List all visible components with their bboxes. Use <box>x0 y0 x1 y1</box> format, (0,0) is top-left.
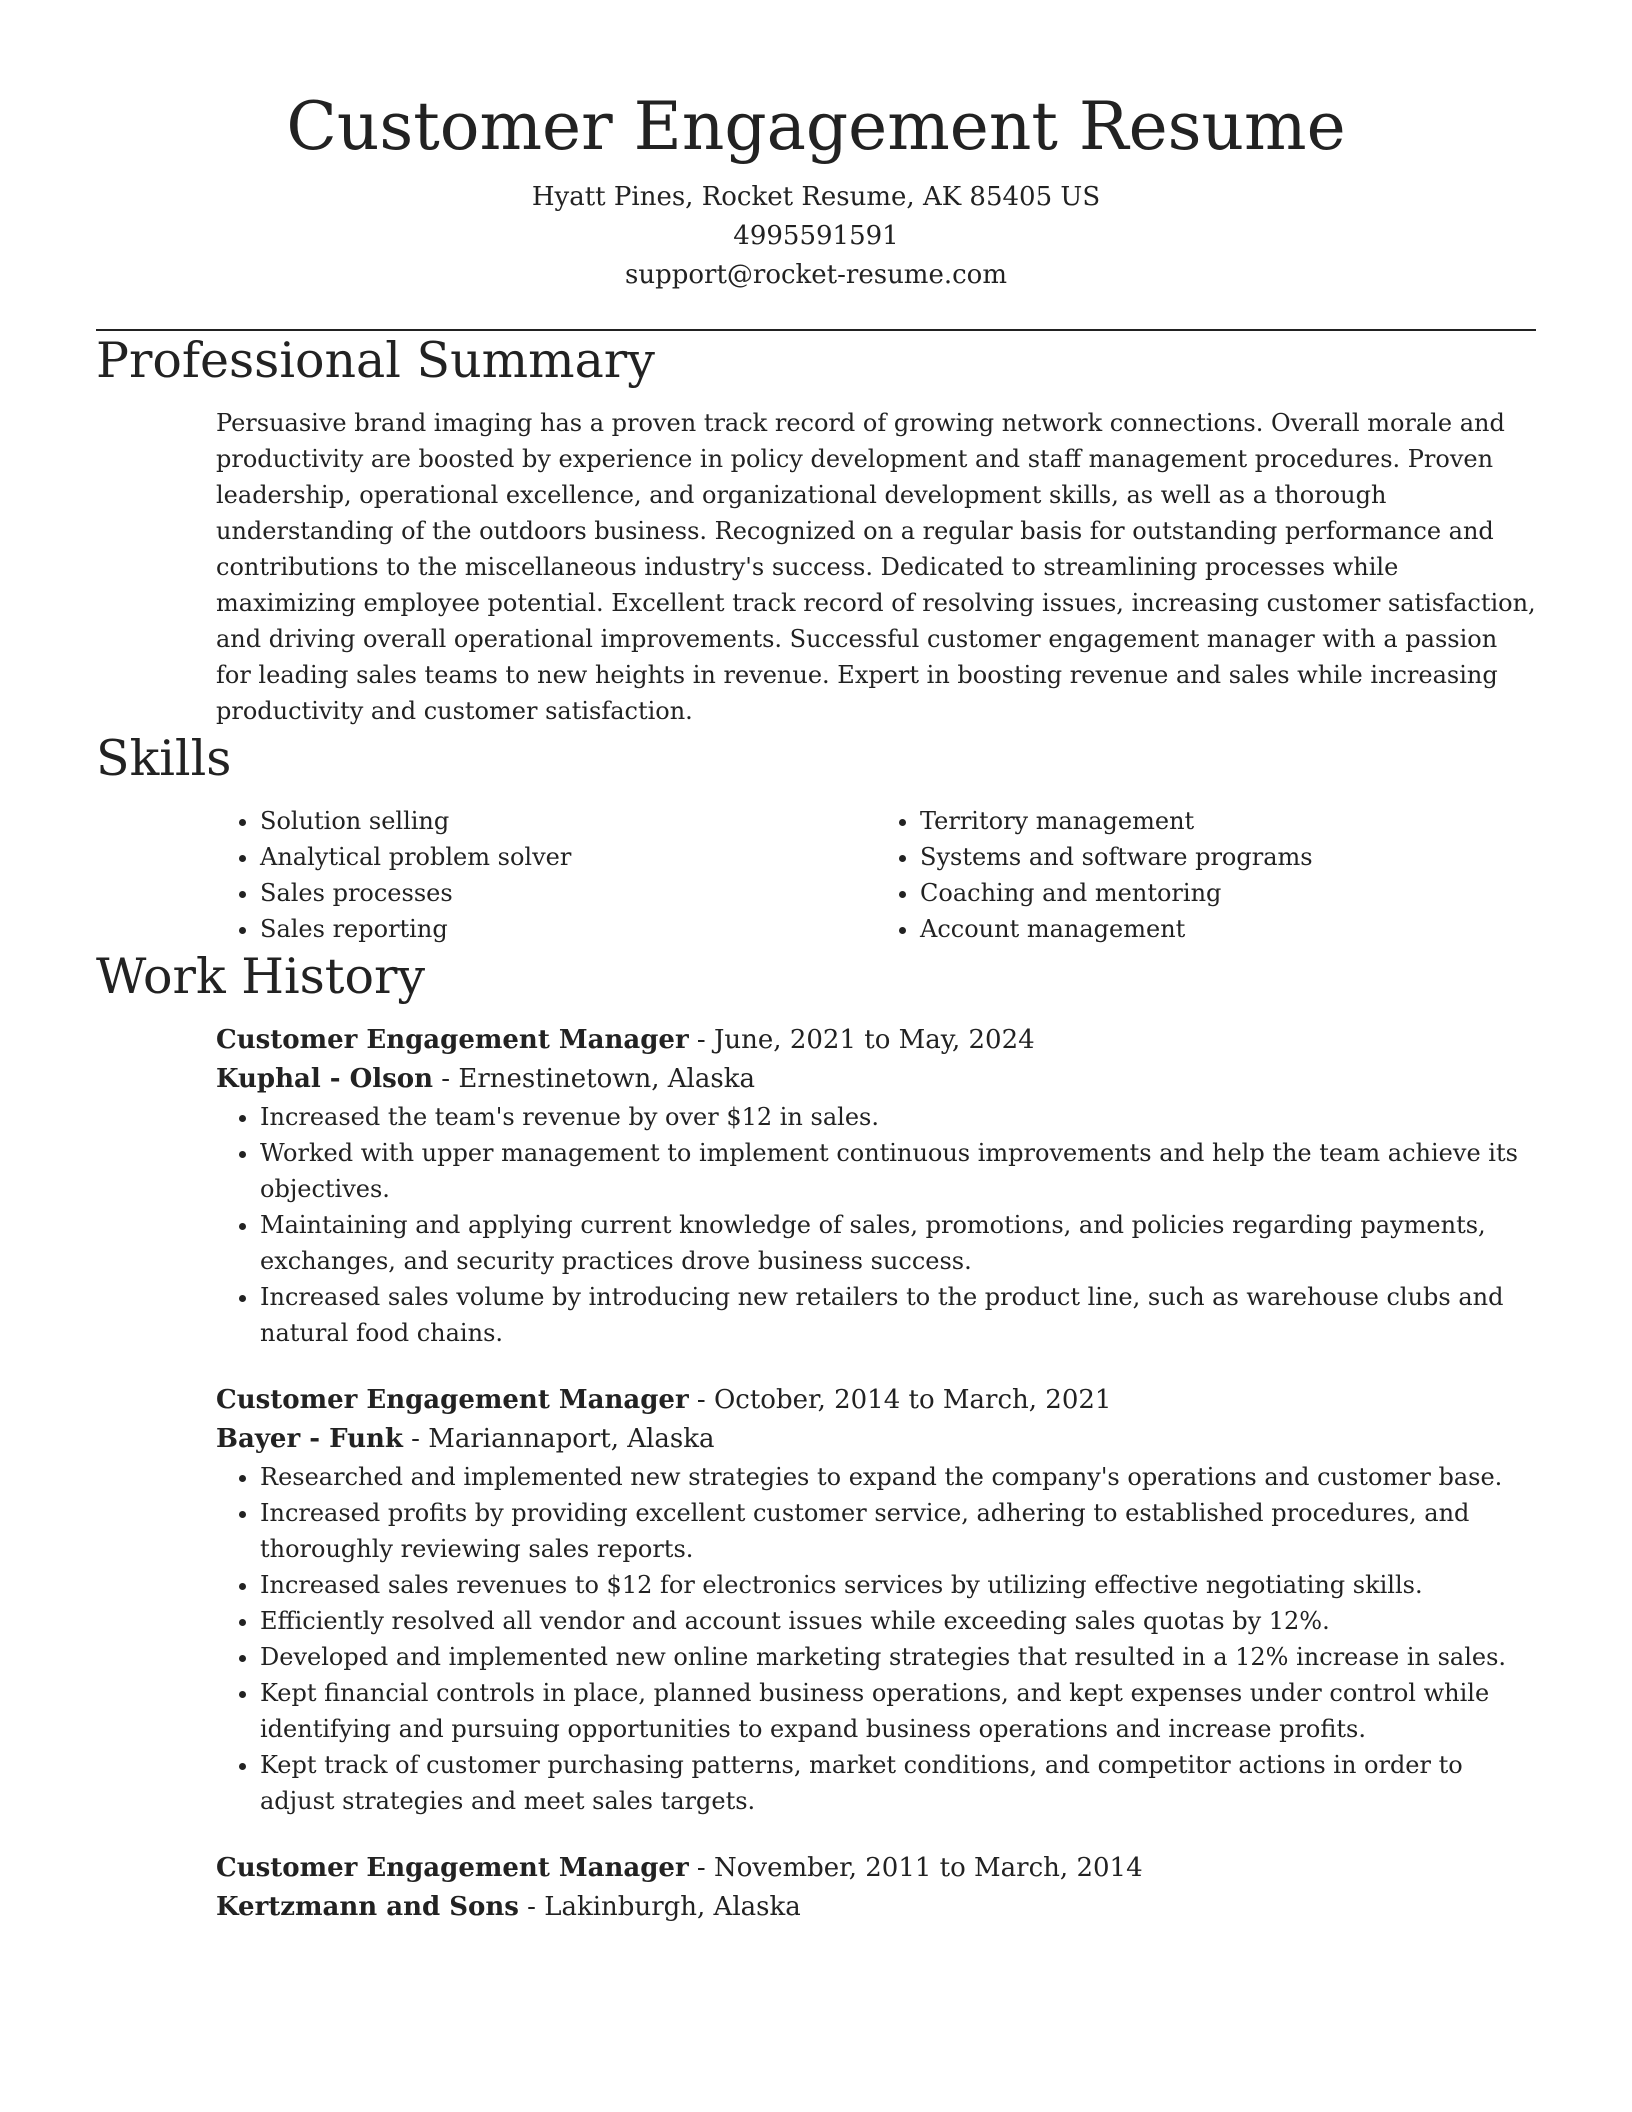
job-dates: - November, 2011 to March, 2014 <box>688 1853 1143 1883</box>
job-entry <box>216 1849 1536 1927</box>
job-bullet: • Kept track of customer purchasing patterns, market conditions, and competitor actions in order to adjust strategies and meet sales targets. <box>260 1747 1536 1819</box>
contact-address: Hyatt Pines, Rocket Resume, AK 85405 US <box>531 182 1101 212</box>
job-position: Customer Engagement Manager <box>216 1025 689 1055</box>
summary-text: Persuasive brand imaging has a proven track record of growing network connections. Overall morale and productivity are boosted by experience in policy development and staff management procedures. Proven leadership, operational excellence, and organizational development skills, as well as a thorough understanding of the outdoors business. Recognized on a regular basis for outstanding performance and contributions to the miscellaneous industry's success. Dedicated to streamlining processes while maximizing employee potential. Excellent track record of resolving issues, increasing customer satisfaction, and driving overall operational improvements. Successful customer engagement manager with a passion for leading sales teams to new heights in revenue. Expert in boosting revenue and sales while increasing productivity and customer satisfaction. <box>216 409 1536 725</box>
job-bullets <box>216 1099 1536 1351</box>
skills-list-left <box>216 803 876 947</box>
job-bullet: • Researched and implemented new strategies to expand the company's operations and customer base. <box>260 1459 1536 1495</box>
summary-heading: Professional Summary <box>96 332 655 389</box>
job-location: - Ernestinetown, Alaska <box>433 1064 755 1094</box>
work-history-body <box>96 1021 1536 1927</box>
job-company: Kuphal - Olson <box>216 1064 434 1094</box>
job-dates: - June, 2021 to May, 2024 <box>688 1025 1035 1055</box>
job-bullet: • Worked with upper management to implement continuous improvements and help the team achieve its objectives. <box>260 1135 1536 1207</box>
job-location: - Mariannaport, Alaska <box>402 1424 715 1454</box>
skill-item: • Sales reporting <box>260 911 876 947</box>
job-company-line <box>216 1060 1536 1099</box>
job-entry <box>216 1021 1536 1351</box>
work-history-section <box>96 947 1536 1927</box>
summary-section <box>96 331 1536 729</box>
job-bullets <box>216 1459 1536 1819</box>
skills-section <box>96 729 1536 947</box>
job-company: Kertzmann and Sons <box>216 1892 519 1922</box>
contact-block <box>96 178 1536 295</box>
summary-body <box>96 405 1536 729</box>
job-location: - Lakinburgh, Alaska <box>518 1892 801 1922</box>
resume-title: Customer Engagement Resume <box>286 88 1346 165</box>
job-company-line <box>216 1420 1536 1459</box>
job-title-line <box>216 1381 1536 1420</box>
job-dates: - October, 2014 to March, 2021 <box>688 1385 1112 1415</box>
contact-phone: 4995591591 <box>733 221 899 251</box>
job-bullet: • Increased sales volume by introducing new retailers to the product line, such as warehouse clubs and natural food chains. <box>260 1279 1536 1351</box>
job-position: Customer Engagement Manager <box>216 1853 689 1883</box>
skill-item: • Account management <box>920 911 1536 947</box>
job-bullet: • Developed and implemented new online marketing strategies that resulted in a 12% increase in sales. <box>260 1639 1536 1675</box>
job-bullet: • Maintaining and applying current knowledge of sales, promotions, and policies regarding payments, exchanges, and security practices drove business success. <box>260 1207 1536 1279</box>
job-bullet: • Kept financial controls in place, planned business operations, and kept expenses under control while identifying and pursuing opportunities to expand business operations and increase profits. <box>260 1675 1536 1747</box>
job-bullet: • Increased profits by providing excellent customer service, adhering to established procedures, and thoroughly reviewing sales reports. <box>260 1495 1536 1567</box>
skill-item: • Analytical problem solver <box>260 839 876 875</box>
skill-item: • Systems and software programs <box>920 839 1536 875</box>
job-company: Bayer - Funk <box>216 1424 403 1454</box>
skills-list-right <box>876 803 1536 947</box>
skill-item: • Solution selling <box>260 803 876 839</box>
job-bullet: • Increased sales revenues to $12 for electronics services by utilizing effective negotiating skills. <box>260 1567 1536 1603</box>
skill-item: • Territory management <box>920 803 1536 839</box>
contact-email: support@rocket-resume.com <box>624 260 1007 290</box>
skill-item: • Sales processes <box>260 875 876 911</box>
job-bullet: • Increased the team's revenue by over $12 in sales. <box>260 1099 1536 1135</box>
resume-header <box>96 0 1536 295</box>
job-company-line <box>216 1888 1536 1927</box>
skill-item: • Coaching and mentoring <box>920 875 1536 911</box>
work-history-heading: Work History <box>96 948 426 1005</box>
job-entry <box>216 1381 1536 1819</box>
skills-heading: Skills <box>96 730 232 787</box>
job-bullet: • Efficiently resolved all vendor and account issues while exceeding sales quotas by 12%. <box>260 1603 1536 1639</box>
skills-grid <box>96 803 1536 947</box>
job-position: Customer Engagement Manager <box>216 1385 689 1415</box>
job-title-line <box>216 1849 1536 1888</box>
job-title-line <box>216 1021 1536 1060</box>
